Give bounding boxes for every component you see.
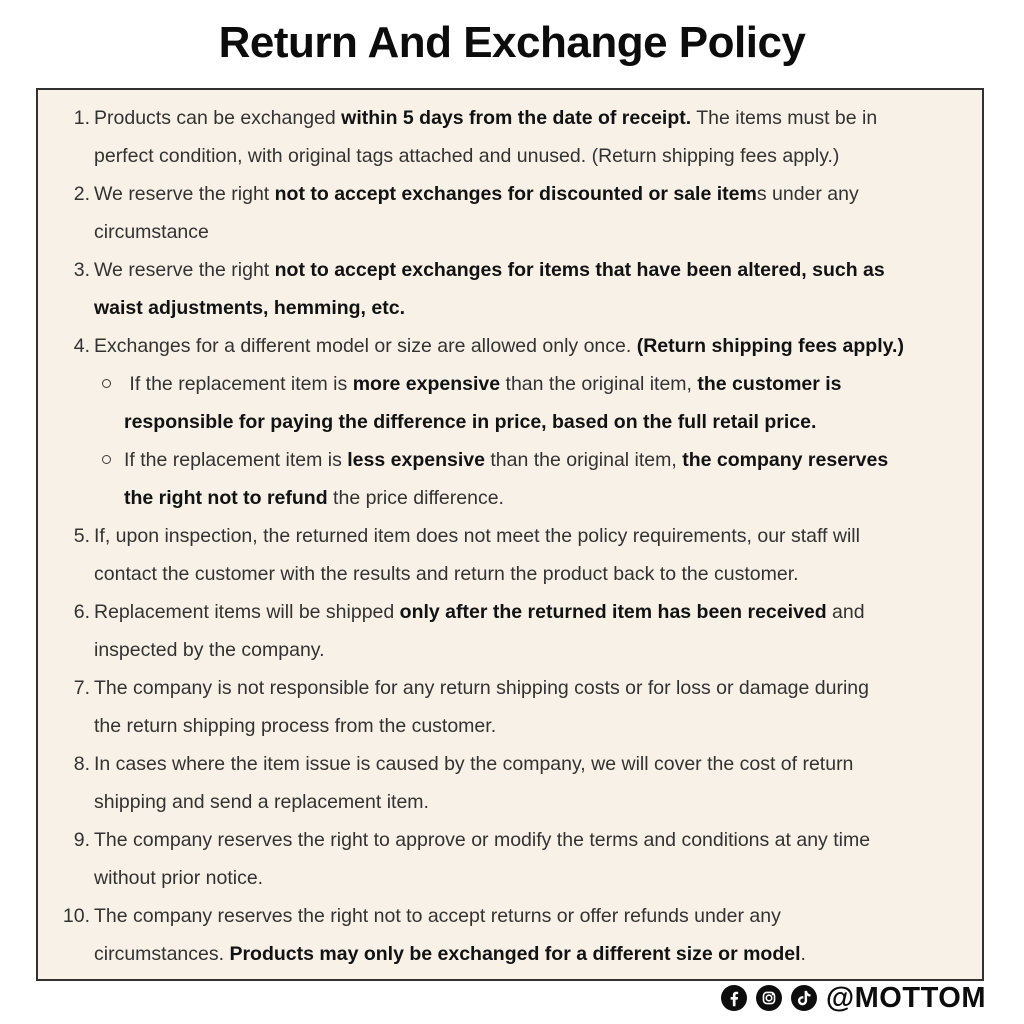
- item-number: 4.: [73, 335, 90, 357]
- item-number: 7.: [73, 677, 90, 699]
- item-number: 10.: [62, 905, 90, 927]
- policy-item-4: [52, 327, 976, 365]
- item-text: [94, 517, 860, 593]
- bold-text-segment: less expensive: [347, 449, 485, 471]
- policy-item-3: [52, 251, 976, 327]
- text-segment: than the original item,: [500, 373, 698, 395]
- text-segment: Replacement items will be shipped: [94, 601, 400, 623]
- text-segment: If the replacement item is: [124, 449, 348, 471]
- policy-item-9: [52, 821, 976, 897]
- policy-subitem-4-1: [102, 365, 976, 441]
- bold-text-segment: not to accept exchanges for items that have been altered, such as waist adjustments, hemming, etc.: [94, 259, 885, 319]
- facebook-icon: [721, 985, 747, 1011]
- social-handle: @MOTTOM: [825, 982, 986, 1014]
- policy-item-8: [52, 745, 976, 821]
- item-number: 6.: [73, 601, 90, 623]
- policy-subitem-4-2: [102, 441, 976, 517]
- item-number: 1.: [73, 107, 90, 129]
- policy-item-2: [52, 175, 976, 251]
- policy-list: [52, 99, 976, 973]
- item-number: 5.: [73, 525, 90, 547]
- text-segment: In cases where the item issue is caused by the company, we will cover the cost of return shipping and send a replacement item.: [94, 753, 854, 813]
- text-segment: s under any circumstance: [94, 183, 859, 243]
- text-segment: We reserve the right: [94, 259, 275, 281]
- text-segment: than the original item,: [484, 449, 683, 471]
- footer-social-bar: [721, 982, 986, 1014]
- text-segment: We reserve the right: [94, 183, 275, 205]
- policy-item-6: [52, 593, 976, 669]
- item-text: [94, 593, 865, 669]
- policy-item-1: [52, 99, 976, 175]
- item-text: [94, 175, 859, 251]
- circle-bullet-icon: [102, 379, 111, 388]
- text-segment: Products can be exchanged: [94, 107, 342, 129]
- text-segment: .: [800, 943, 806, 965]
- policy-item-10: [52, 897, 976, 973]
- text-segment: If the replacement item is: [124, 373, 353, 395]
- item-text: [94, 897, 806, 973]
- item-number: 9.: [73, 829, 90, 851]
- policy-item-7: [52, 669, 976, 745]
- subitem-text: [124, 441, 888, 517]
- item-text: [94, 669, 869, 745]
- policy-item-5: [52, 517, 976, 593]
- circle-bullet-icon: [102, 455, 111, 464]
- bold-text-segment: only after the returned item has been received: [399, 601, 827, 623]
- text-segment: and inspected by the company.: [94, 601, 865, 661]
- bold-text-segment: the customer is responsible for paying the difference in price, based on the full retail price.: [124, 373, 842, 433]
- item-number: 3.: [73, 259, 90, 281]
- tiktok-icon: [791, 985, 817, 1011]
- item-number: 8.: [73, 753, 90, 775]
- item-text: [94, 821, 870, 897]
- item-text: [94, 99, 877, 175]
- bold-text-segment: within 5 days from the date of receipt.: [341, 107, 692, 129]
- bold-text-segment: (Return shipping fees apply.): [636, 335, 904, 357]
- policy-panel: [36, 88, 984, 981]
- item-text: [94, 251, 885, 327]
- bold-text-segment: more expensive: [352, 373, 501, 395]
- instagram-icon: [756, 985, 782, 1011]
- text-segment: the price difference.: [327, 487, 504, 509]
- text-segment: The company reserves the right not to accept returns or offer refunds under any circumstances.: [94, 905, 781, 965]
- item-text: [94, 327, 904, 365]
- item-number: 2.: [73, 183, 90, 205]
- page-title: Return And Exchange Policy: [218, 18, 806, 67]
- text-segment: The company reserves the right to approve or modify the terms and conditions at any time without prior notice.: [94, 829, 871, 889]
- text-segment: Exchanges for a different model or size are allowed only once.: [94, 335, 637, 357]
- item-text: [94, 745, 853, 821]
- text-segment: If, upon inspection, the returned item does not meet the policy requirements, our staff will contact the customer with the results and return the product back to the customer.: [94, 525, 860, 585]
- bold-text-segment: Products may only be exchanged for a different size or model: [229, 943, 801, 965]
- text-segment: The items must be in perfect condition, with original tags attached and unused. (Return shipping fees apply.): [94, 107, 878, 167]
- bold-text-segment: not to accept exchanges for discounted or sale item: [274, 183, 757, 205]
- subitem-text: [124, 365, 842, 441]
- text-segment: The company is not responsible for any return shipping costs or for loss or damage during the return shipping process from the customer.: [94, 677, 869, 737]
- bold-text-segment: the company reserves the right not to refund: [124, 449, 889, 509]
